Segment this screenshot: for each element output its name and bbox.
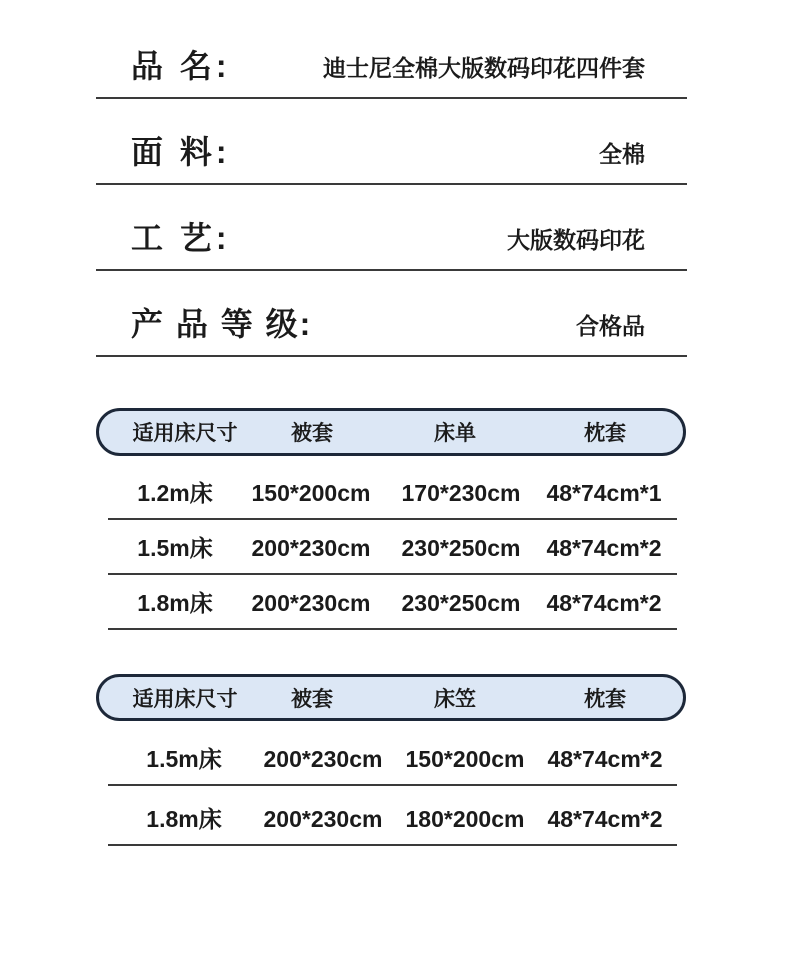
spec-value: 大版数码印花 [507,227,645,253]
spec-label: 品 名: [131,48,231,84]
cell-pillowcase: 48*74cm*2 [547,806,663,832]
size-table-flat-sheet [96,408,687,616]
cell-duvet-cover: 200*230cm [251,535,371,561]
spec-label: 工 艺: [131,220,231,256]
size-table-fitted-sheet [96,674,687,832]
cell-pillowcase: 48*74cm*2 [546,590,662,616]
table-body [108,465,677,630]
table-row [108,786,677,846]
header-cell-bed-size: 适用床尺寸 [132,422,238,445]
table-header [96,674,686,721]
table-row [108,726,677,786]
table-header [96,408,686,456]
product-spec-list [96,13,687,357]
header-cell-pillowcase: 枕套 [584,687,626,711]
spec-row-grade [96,271,687,357]
header-cell-bed-size: 适用床尺寸 [132,687,238,711]
cell-duvet-cover: 200*230cm [251,590,371,616]
header-cell-duvet-cover: 被套 [291,422,333,445]
spec-value: 全棉 [599,141,645,167]
table-row [108,520,677,575]
spec-row-craft [96,185,687,271]
spec-value: 合格品 [576,313,645,339]
cell-duvet-cover: 200*230cm [263,806,383,832]
cell-bed-size: 1.8m床 [137,590,213,616]
table-row [108,465,677,520]
header-cell-sheet: 床单 [434,422,476,445]
cell-fitted-sheet: 180*200cm [405,806,525,832]
cell-bed-size: 1.5m床 [146,746,222,772]
cell-pillowcase: 48*74cm*1 [546,480,662,506]
cell-bed-size: 1.5m床 [137,535,213,561]
spec-label: 面 料: [131,134,231,170]
header-cell-fitted-sheet: 床笠 [434,687,476,711]
cell-duvet-cover: 150*200cm [251,480,371,506]
cell-sheet: 170*230cm [401,480,521,506]
spec-row-product-name [96,13,687,99]
table-row [108,575,677,630]
header-cell-pillowcase: 枕套 [584,422,626,445]
cell-fitted-sheet: 150*200cm [405,746,525,772]
header-cell-duvet-cover: 被套 [291,687,333,711]
cell-bed-size: 1.8m床 [146,806,222,832]
cell-sheet: 230*250cm [401,590,521,616]
cell-pillowcase: 48*74cm*2 [546,535,662,561]
cell-pillowcase: 48*74cm*2 [547,746,663,772]
table-body [108,726,677,846]
cell-duvet-cover: 200*230cm [263,746,383,772]
spec-value: 迪士尼全棉大版数码印花四件套 [323,55,645,81]
cell-sheet: 230*250cm [401,535,521,561]
cell-bed-size: 1.2m床 [137,480,213,506]
spec-label: 产 品 等 级: [131,306,313,342]
spec-row-fabric [96,99,687,185]
